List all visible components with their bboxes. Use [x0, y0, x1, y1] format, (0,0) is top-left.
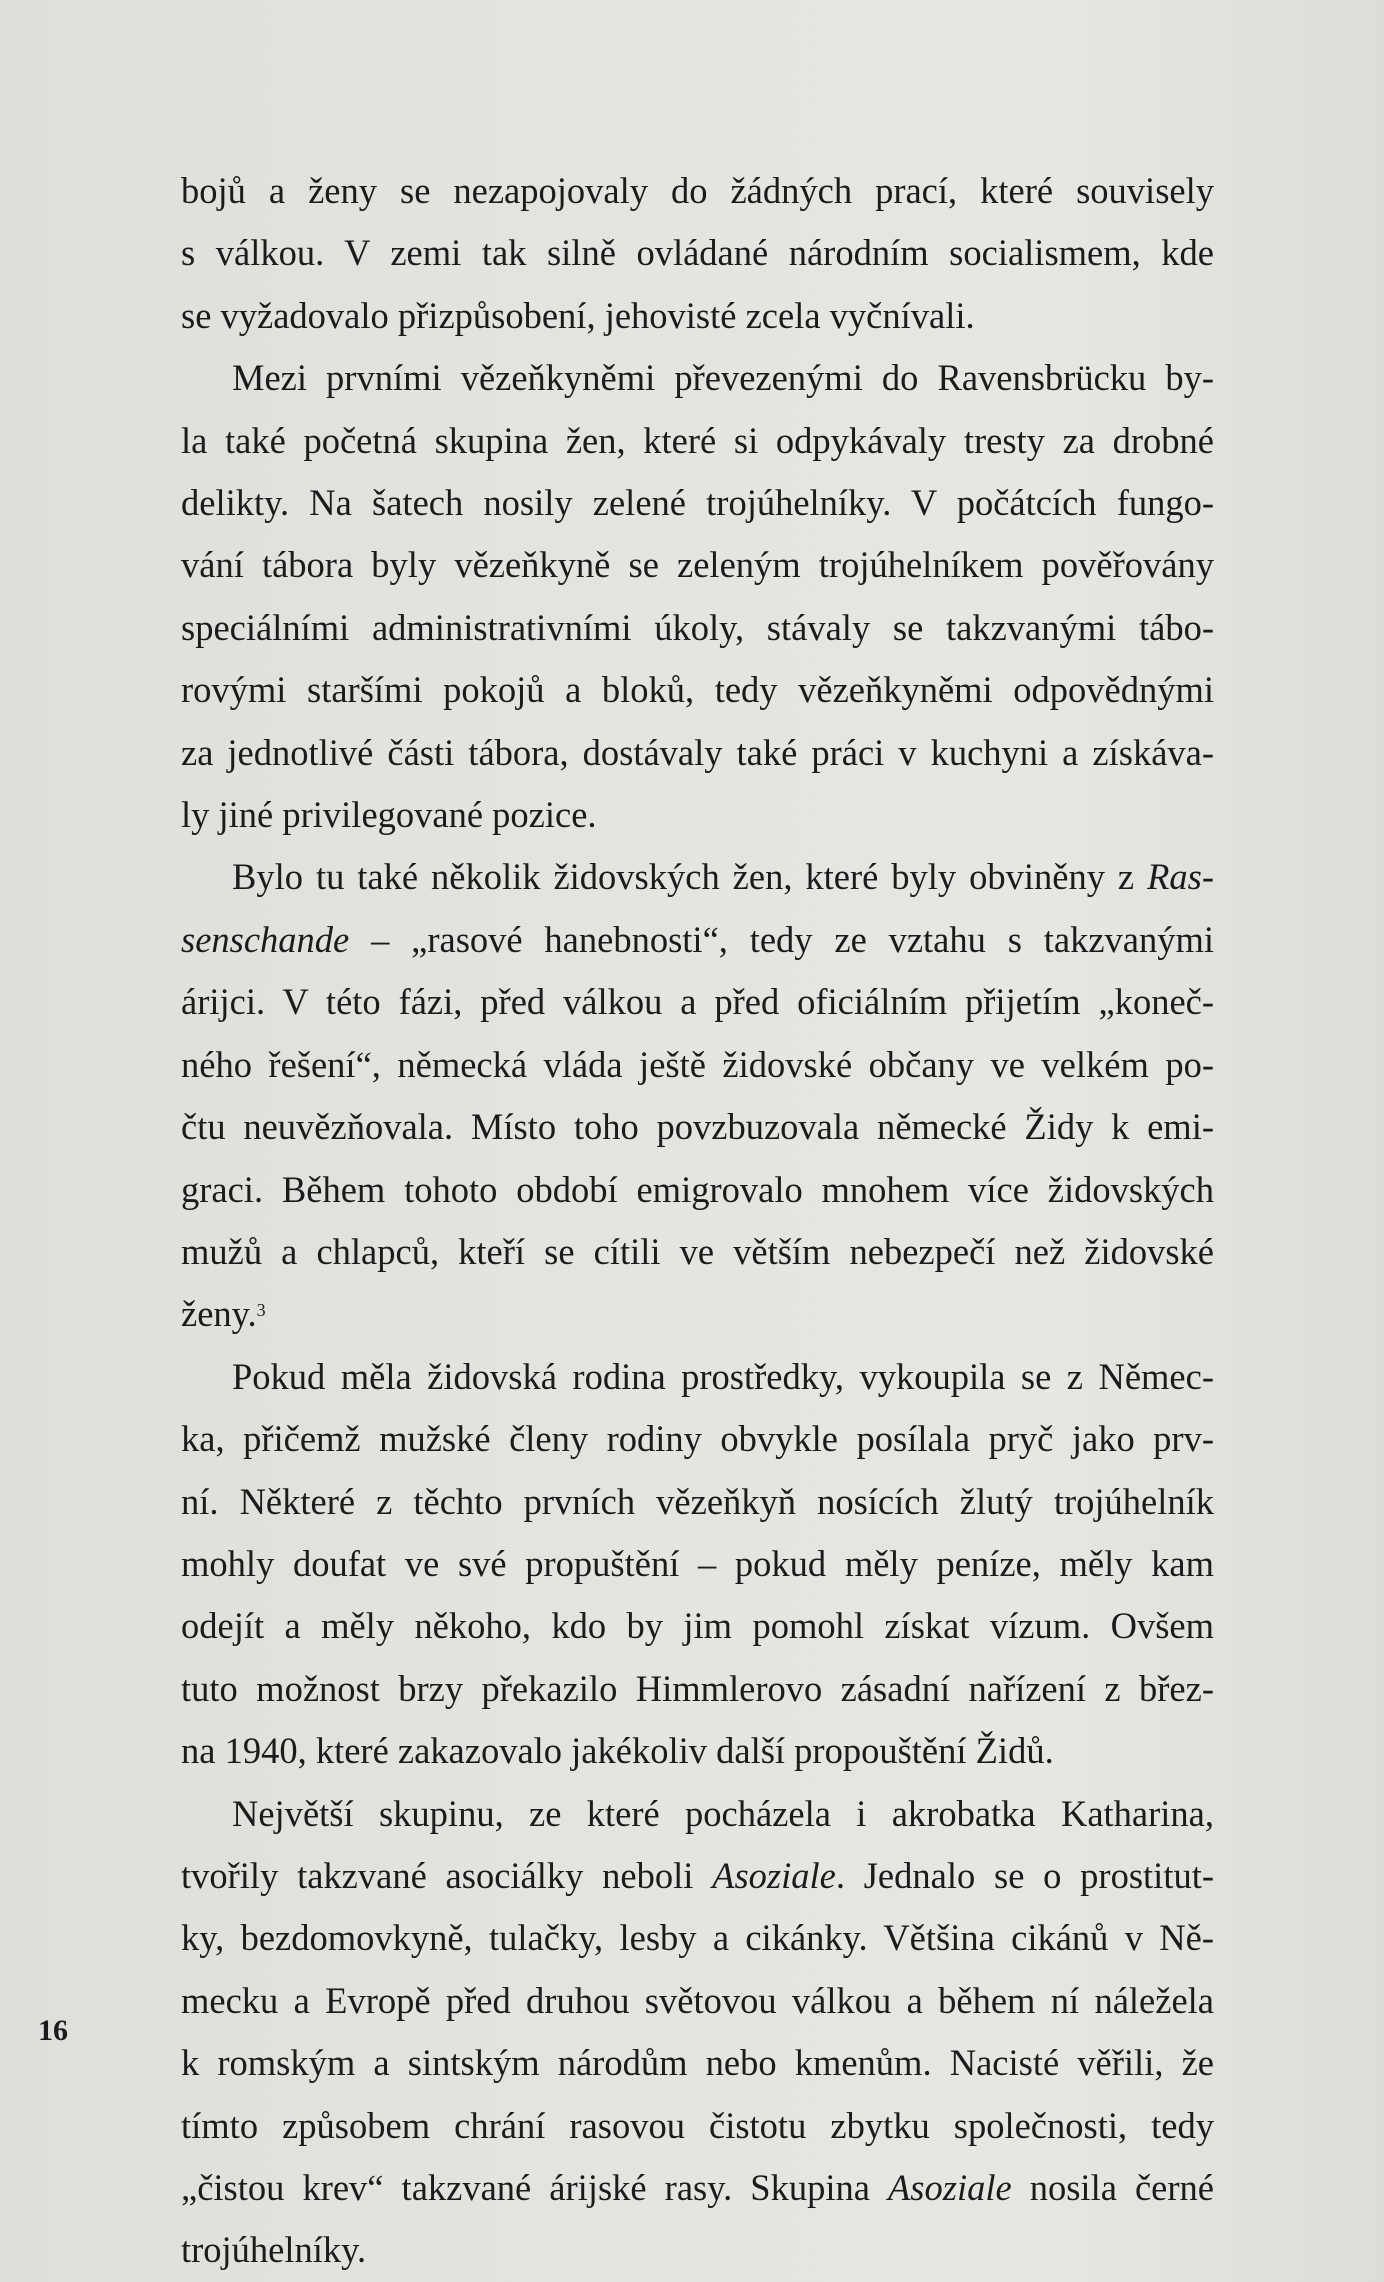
page-number: 16 — [38, 2014, 68, 2047]
text-run: Bylo tu také několik židovských žen, které byly obviněny z — [232, 856, 1148, 898]
italic-term: Ras- — [1147, 856, 1214, 898]
text-line — [181, 285, 1214, 347]
text-run: tuto možnost brzy překazilo Himmlerovo zásadní nařízení z břez- — [181, 1667, 1214, 1709]
text-run: mužů a chlapců, kteří se cítili ve větším nebezpečí než židovské — [181, 1230, 1214, 1272]
text-run: ka, přičemž mužské členy rodiny obvykle posílala pryč jako prv- — [181, 1418, 1214, 1460]
text-run: ky, bezdomovkyně, tulačky, lesby a cikánky. Většina cikánů v Ně- — [181, 1917, 1214, 1959]
paragraph — [181, 1783, 1214, 2282]
text-line — [181, 222, 1214, 284]
text-run: rovými staršími pokojů a bloků, tedy vězeňkyněmi odpovědnými — [181, 669, 1214, 711]
text-line — [181, 846, 1214, 908]
text-line — [181, 2032, 1214, 2094]
text-line — [181, 472, 1214, 534]
text-run: la také početná skupina žen, které si odpykávaly tresty za drobné — [181, 419, 1214, 461]
text-line — [181, 1845, 1214, 1907]
text-line — [181, 1907, 1214, 1969]
text-line — [181, 2157, 1214, 2219]
text-run: nosila černé — [1011, 2167, 1214, 2208]
text-line — [181, 1783, 1214, 1845]
text-run: delikty. Na šatech nosily zelené trojúhelníky. V počátcích fungo- — [181, 482, 1214, 524]
text-line — [181, 1034, 1214, 1096]
text-line — [181, 1159, 1214, 1221]
text-run: tvořily takzvané asociálky neboli — [181, 1854, 713, 1896]
text-line — [181, 2219, 1214, 2281]
text-run: Pokud měla židovská rodina prostředky, vykoupila se z Němec- — [232, 1355, 1214, 1397]
text-line — [181, 971, 1214, 1033]
text-line — [181, 909, 1214, 971]
text-run: za jednotlivé části tábora, dostávaly také práci v kuchyni a získáva- — [181, 731, 1214, 773]
text-run: Největší skupinu, ze které pocházela i akrobatka Katharina, — [232, 1792, 1214, 1834]
text-line — [181, 1970, 1214, 2032]
paragraph — [181, 1346, 1214, 1783]
paragraph — [181, 846, 1214, 1345]
text-line — [181, 1471, 1214, 1533]
text-run: ly jiné privilegované pozice. — [181, 794, 597, 836]
italic-term: Asoziale — [887, 2167, 1012, 2208]
text-line — [181, 597, 1214, 659]
text-line — [181, 1595, 1214, 1657]
text-run: graci. Během tohoto období emigrovalo mnohem více židovských — [181, 1168, 1214, 1210]
text-line — [181, 659, 1214, 721]
text-line — [181, 534, 1214, 596]
text-run: s válkou. V zemi tak silně ovládané národním socialismem, kde — [181, 232, 1214, 274]
text-run: vání tábora byly vězeňkyně se zeleným trojúhelníkem pověřovány — [181, 544, 1214, 586]
text-run: Mezi prvními vězeňkyněmi převezenými do Ravensbrücku by- — [232, 357, 1214, 399]
text-run: ní. Některé z těchto prvních vězeňkyň nosících žlutý trojúhelník — [181, 1480, 1214, 1522]
italic-term: senschande — [181, 918, 350, 960]
text-run: tímto způsobem chrání rasovou čistotu zbytku společnosti, tedy — [181, 2104, 1214, 2146]
text-run: se vyžadovalo přizpůsobení, jehovisté zcela vyčnívali. — [181, 294, 975, 336]
text-line — [181, 722, 1214, 784]
paragraph — [181, 347, 1214, 846]
text-run: speciálními administrativními úkoly, stávaly se takzvanými tábo- — [181, 606, 1214, 648]
text-run: čtu neuvězňovala. Místo toho povzbuzovala německé Židy k emi- — [181, 1106, 1214, 1148]
italic-term: Asoziale — [712, 1854, 836, 1896]
text-run: – „rasové hanebnosti“, tedy ze vztahu s takzvanými — [349, 918, 1214, 960]
text-line — [181, 2095, 1214, 2157]
text-line — [181, 1408, 1214, 1470]
text-line — [181, 347, 1214, 409]
text-run: árijci. V této fázi, před válkou a před oficiálním přijetím „koneč- — [181, 981, 1214, 1023]
text-line — [181, 1221, 1214, 1283]
text-line — [181, 1720, 1214, 1782]
text-run: ženy. — [181, 1293, 257, 1335]
text-line — [181, 784, 1214, 846]
paragraph — [181, 160, 1214, 347]
body-text — [181, 160, 1214, 2282]
text-line — [181, 1283, 1214, 1345]
text-run: „čistou krev“ takzvané árijské rasy. Skupina — [181, 2167, 888, 2208]
text-run: ného řešení“, německá vláda ještě židovské občany ve velkém po- — [181, 1043, 1214, 1085]
text-run: mohly doufat ve své propuštění – pokud měly peníze, měly kam — [181, 1542, 1214, 1584]
text-line — [181, 1533, 1214, 1595]
text-line — [181, 1346, 1214, 1408]
text-line — [181, 410, 1214, 472]
text-line — [181, 160, 1214, 222]
text-run: odejít a měly někoho, kdo by jim pomohl získat vízum. Ovšem — [181, 1605, 1214, 1647]
text-line — [181, 1658, 1214, 1720]
text-run: na 1940, které zakazovalo jakékoliv další propouštění Židů. — [181, 1730, 1054, 1772]
text-run: bojů a ženy se nezapojovaly do žádných prací, které souvisely — [181, 170, 1214, 211]
text-run: trojúhelníky. — [181, 2229, 367, 2271]
text-line — [181, 1096, 1214, 1158]
text-run: . Jednalo se o prostitut- — [835, 1854, 1215, 1896]
footnote-ref: 3 — [256, 1300, 266, 1321]
text-run: mecku a Evropě před druhou světovou válkou a během ní náležela — [181, 1979, 1214, 2021]
text-run: k romským a sintským národům nebo kmenům. Nacisté věřili, že — [181, 2042, 1214, 2084]
